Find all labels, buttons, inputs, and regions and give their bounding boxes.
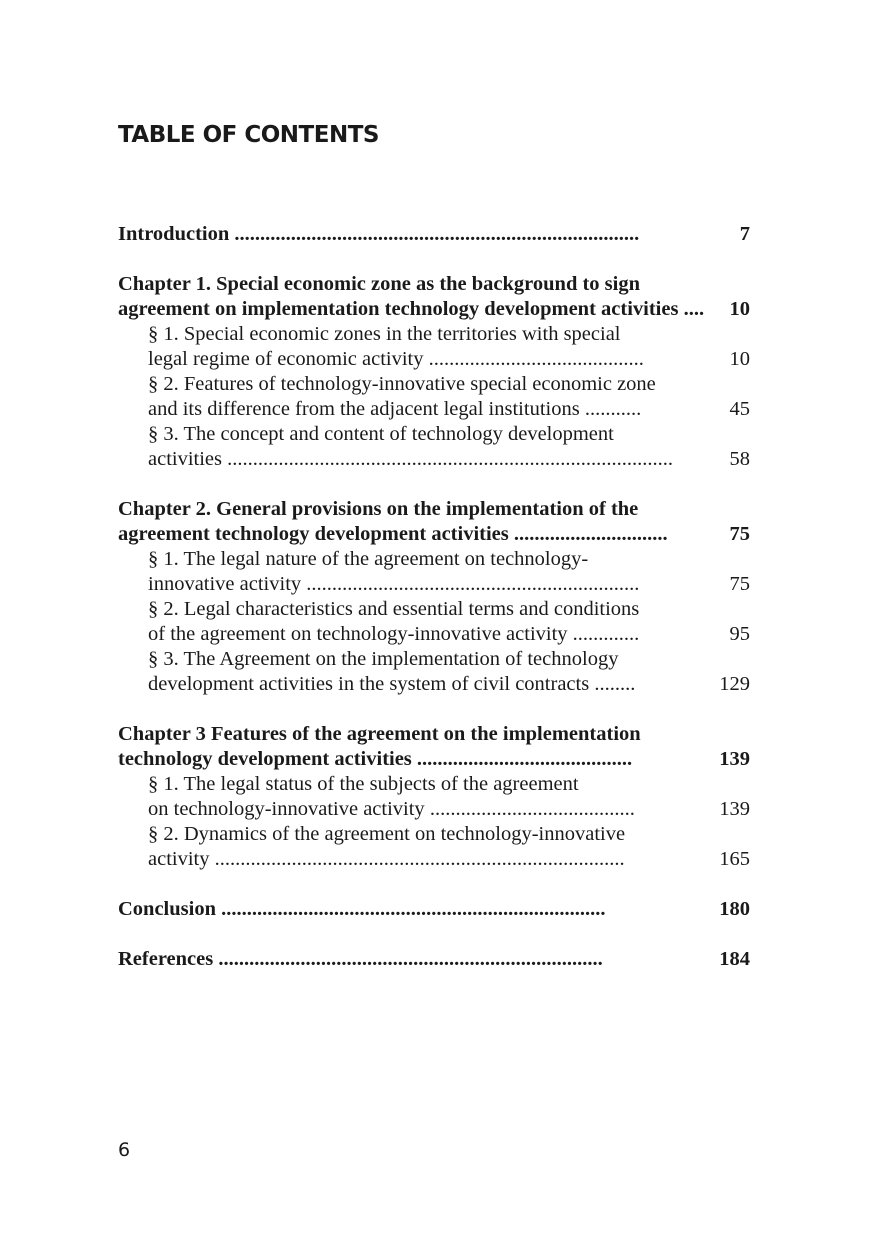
toc-chapter-title-end (118, 747, 750, 772)
toc-page-number: 139 (714, 798, 750, 820)
toc-section-title: § 2. Dynamics of the agreement on technology-innovative (148, 823, 626, 845)
toc-leader-dots: .......................................... (428, 348, 644, 370)
toc-page-number: 165 (714, 848, 750, 870)
toc-section-2-3[interactable] (118, 647, 750, 697)
toc-section-title: § 3. The concept and content of technology development (148, 423, 614, 445)
page-number: 6 (118, 1139, 131, 1161)
toc-chapter-title: Chapter 2. General provisions on the implementation of the (118, 498, 639, 520)
toc-entry-title: References (118, 948, 219, 970)
toc-section-title: § 1. The legal status of the subjects of the agreement (148, 773, 579, 795)
toc-section-2-1[interactable] (118, 547, 750, 597)
table-of-contents (118, 222, 750, 972)
toc-entry-introduction[interactable] (118, 222, 750, 247)
toc-leader-dots: ........... (584, 398, 642, 420)
toc-chapter-1[interactable] (118, 272, 750, 322)
toc-entry-title: agreement technology development activities (118, 523, 514, 545)
toc-chapter-2[interactable] (118, 497, 750, 547)
toc-entry-title: development activities in the system of civil contracts (148, 673, 595, 695)
toc-section-title: § 1. Special economic zones in the territories with special (148, 323, 621, 345)
toc-page-number: 75 (724, 523, 750, 545)
toc-page-number: 95 (724, 623, 750, 645)
toc-entry-title: activities (148, 448, 228, 470)
toc-entry-references[interactable] (118, 947, 750, 972)
toc-entry-title: and its difference from the adjacent legal institutions (148, 398, 585, 420)
toc-chapter-3[interactable] (118, 722, 750, 772)
toc-entry-title: Introduction (118, 223, 235, 245)
toc-page-number: 45 (724, 398, 750, 420)
toc-page-number: 10 (724, 348, 750, 370)
toc-leader-dots: ........ (594, 673, 636, 695)
toc-section-title: § 1. The legal nature of the agreement on technology- (148, 548, 589, 570)
toc-section-1-2[interactable] (118, 372, 750, 422)
toc-leader-dots: ............................................................................... (234, 223, 640, 245)
toc-leader-dots: .............................. (513, 523, 668, 545)
toc-page-number: 184 (714, 948, 750, 970)
toc-page-number: 10 (724, 298, 750, 320)
toc-entry-title: innovative activity (148, 573, 307, 595)
toc-leader-dots: ........................................................................... (221, 898, 606, 920)
toc-page-number: 180 (714, 898, 750, 920)
toc-entry-title: agreement on implementation technology development activities (118, 298, 684, 320)
toc-section-3-1[interactable] (118, 772, 750, 822)
toc-leader-dots: .... (683, 298, 705, 320)
toc-entry-title: technology development activities (118, 748, 417, 770)
toc-leader-dots: ................................................................. (306, 573, 640, 595)
toc-chapter-title: Chapter 1. Special economic zone as the background to sign (118, 273, 641, 295)
toc-leader-dots: ........................................ (429, 798, 635, 820)
toc-page-number: 7 (734, 223, 750, 245)
toc-entry-title: legal regime of economic activity (148, 348, 429, 370)
toc-entry-title: on technology-innovative activity (148, 798, 430, 820)
toc-leader-dots: ....................................................................................... (227, 448, 674, 470)
toc-entry-title: activity (148, 848, 215, 870)
toc-section-title: § 2. Legal characteristics and essential terms and conditions (148, 598, 640, 620)
toc-section-2-2[interactable] (118, 597, 750, 647)
toc-page-number: 129 (714, 673, 750, 695)
toc-chapter-title: Chapter 3 Features of the agreement on the implementation (118, 723, 641, 745)
toc-page-number: 139 (714, 748, 750, 770)
toc-entry-title: Conclusion (118, 898, 222, 920)
toc-section-1-1[interactable] (118, 322, 750, 372)
toc-entry-conclusion[interactable] (118, 897, 750, 922)
toc-page-number: 58 (724, 448, 750, 470)
toc-section-title: § 3. The Agreement on the implementation of technology (148, 648, 619, 670)
toc-section-3-2[interactable] (118, 822, 750, 872)
page-title: TABLE OF CONTENTS (118, 122, 379, 148)
toc-page-number: 75 (724, 573, 750, 595)
toc-chapter-title-end (118, 522, 750, 547)
toc-chapter-title-end (118, 297, 750, 322)
toc-leader-dots: ........................................................................... (218, 948, 603, 970)
toc-entry-title: of the agreement on technology-innovative activity (148, 623, 573, 645)
toc-section-1-3[interactable] (118, 422, 750, 472)
toc-section-title: § 2. Features of technology-innovative special economic zone (148, 373, 656, 395)
toc-leader-dots: .......................................... (416, 748, 633, 770)
toc-leader-dots: ................................................................................ (214, 848, 625, 870)
toc-leader-dots: ............. (572, 623, 640, 645)
